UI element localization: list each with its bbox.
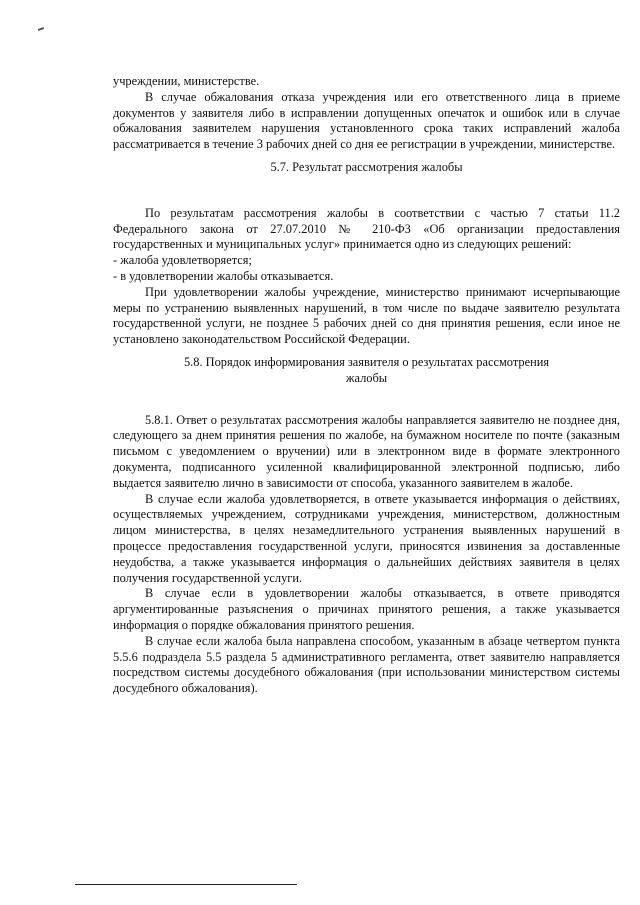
list-item-satisfied: - жалоба удовлетворяется; <box>113 253 252 268</box>
section-heading-5-7: 5.7. Результат рассмотрения жалобы <box>270 159 463 174</box>
scan-mark <box>38 27 44 31</box>
paragraph-5-8-refused: В случае если в удовлетворении жалобы отказывается, в ответе приводятся аргументированные разъяснения о причинах принятого решения, а также указывается информация о порядке обжалования принятого решения. <box>113 586 620 632</box>
section-heading-5-8-line1: 5.8. Порядок информирования заявителя о результатах рассмотрения <box>183 354 550 369</box>
paragraph-5-8-1: 5.8.1. Ответ о результатах рассмотрения жалобы направляется заявителю не позднее дня, следующего за днем принятия решения по жалобе, на бумажном носителе по почте (заказным письмом с уведомлением о вручении) или в электронном виде в формате электронного документа, подписанного усиленной квалифицированной электронной подписью, либо выдается заявителю лично в зависимости от способа, указанного заявителем в жалобе. <box>113 412 620 490</box>
list-item-refused: - в удовлетворении жалобы отказывается. <box>113 268 334 283</box>
paragraph-5-8-system: В случае если жалоба была направлена способом, указанным в абзаце четвертом пункта 5.5.6 подраздела 5.5 раздела 5 административного регламента, ответ заявителю направляется посредством системы досудебного обжалования (при использовании министерством системы досудебного обжалования). <box>113 633 620 696</box>
paragraph-intro-end: учреждении, министерстве. <box>113 74 260 88</box>
paragraph-appeal-refusal: В случае обжалования отказа учреждения или его ответственного лица в приеме документов у заявителя либо в исправлении допущенных опечаток и ошибок или в случае обжалования заявителем нарушения установленного срока таких исправлений жалоба рассматривается в течение 3 рабочих дней со дня ее регистрации в учреждении, министерстве. <box>113 89 620 152</box>
footer-divider <box>75 884 297 885</box>
paragraph-5-8-satisfied: В случае если жалоба удовлетворяется, в ответе указывается информация о действиях, осуществляемых учреждением, сотрудниками учреждения, министерством, должностным лицом министерства, в целях незамедлительного устранения выявленных нарушений в процессе предоставления государственной услуги, приносятся извинения за доставленные неудобства, а также указывается информация о дальнейших действиях заявителя в целях получения государственной услуги. <box>113 491 620 585</box>
paragraph-5-7-satisfy: При удовлетворении жалобы учреждение, министерство принимают исчерпывающие меры по устранению выявленных нарушений, в том числе по выдаче заявителю результата государственной услуги, не позднее 5 рабочих дней со дня принятия решения, если иное не установлено законодательством Российской Федерации. <box>113 284 620 347</box>
document-body <box>113 74 620 697</box>
paragraph-5-7-intro: По результатам рассмотрения жалобы в соответствии с частью 7 статьи 11.2 Федерального закона от 27.07.2010 № 210-ФЗ «Об организации предоставления государственных и муниципальных услуг» принимается одно из следующих решений: <box>113 205 620 252</box>
section-heading-5-8-line2: жалобы <box>345 370 388 385</box>
